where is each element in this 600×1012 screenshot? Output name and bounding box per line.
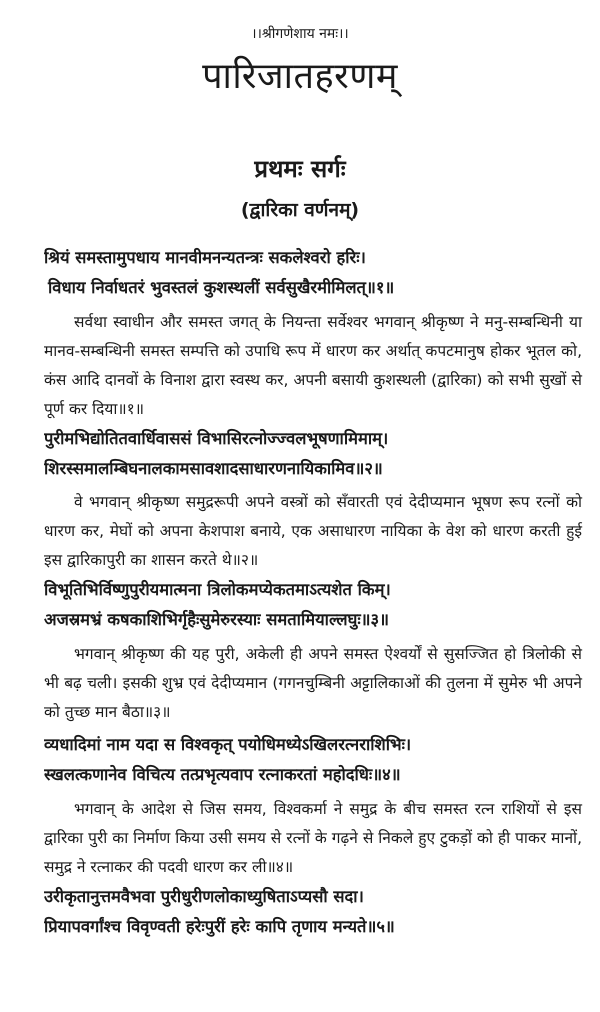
verse-line: व्यधादिमां नाम यदा स विश्वकृत् पयोधिमध्येऽखिलरत्नराशिभिः। xyxy=(44,735,412,754)
translation-3 xyxy=(44,640,582,727)
verse-line: श्रियं समस्तामुपधाय मानवीमनन्यतन्त्रः सकलेश्वरो हरिः। xyxy=(44,248,366,267)
translation-text: भगवान् श्रीकृष्ण की यह पुरी, अकेली ही अपने समस्त ऐश्वर्यों से सुसज्जित हो त्रिलोकी से भी बढ़ चली। इसकी शुभ्र एवं देदीप्यमान (गगनचुम्बिनी अट्टालिकाओं की तुलना में सुमेरु भी अपने को तुच्छ मान बैठा॥३॥ xyxy=(44,645,582,721)
translation-text: सर्वथा स्वाधीन और समस्त जगत् के नियन्ता सर्वेश्वर भगवान् श्रीकृष्ण ने मनु-सम्बन्धिनी या मानव-सम्बन्धिनी समस्त सम्पत्ति को उपाधि रूप में धारण कर अर्थात् कपटमानुष होकर भूतल को, कंस आदि दानवों के विनाश द्वारा स्वस्थ कर, अपनी बसायी कुशस्थली (द्वारिका) को सभी सुखों से पूर्ण कर दिया॥१॥ xyxy=(44,313,582,418)
verse-line: शिरस्समालम्बिघनालकामसावशादसाधारणनायिकामिव॥२॥ xyxy=(44,459,383,478)
verse-line: स्खलत्कणानेव विचित्य तत्प्रभृत्यवाप रत्नाकरतां महोदधिः॥४॥ xyxy=(44,765,401,784)
translation-2 xyxy=(44,488,582,575)
translation-1 xyxy=(44,308,582,424)
verse-line: अजस्रमभ्रं कषकाशिभिर्गृहैःसुमेरुरस्याः समतामियाल्लघुः॥३॥ xyxy=(44,610,390,629)
verse-line: उरीकृतानुत्तमवैभवा पुरीधुरीणलोकाध्युषिताऽप्यसौ सदा। xyxy=(44,887,364,906)
chapter-title: प्रथमः सर्गः xyxy=(254,155,346,183)
translation-text: भगवान् के आदेश से जिस समय, विश्वकर्मा ने समुद्र के बीच समस्त रत्न राशियों से इस द्वारिका पुरी का निर्माण किया उसी समय से रत्नों के गढ़ने से निकले हुए टुकड़ों को ही पाकर मानों, समुद्र ने रत्नाकर की पदवी धारण कर ली॥४॥ xyxy=(44,800,582,876)
verse-3 xyxy=(44,575,574,635)
page-title: पारिजातहरणम् xyxy=(202,56,398,97)
verse-5 xyxy=(44,882,574,942)
verse-line: पुरीमभिद्योतितवार्धिवाससं विभासिरत्नोज्ज्वलभूषणामिमाम्। xyxy=(44,429,389,448)
chapter-subtitle: (द्वारिका वर्णनम्) xyxy=(240,199,360,221)
verse-line: प्रियापवर्गांश्च विवृण्वती हरेःपुरीं हरेः कापि तृणाय मन्यते॥५॥ xyxy=(44,917,395,936)
verse-line: विधाय निर्वाधतरं भुवस्तलं कुशस्थलीं सर्वसुखैरमीमिलत्॥१॥ xyxy=(48,278,395,297)
verse-4 xyxy=(44,730,574,790)
verse-line: विभूतिभिर्विष्णुपुरीयमात्मना त्रिलोकमप्येकतमाऽत्यशेत किम्। xyxy=(44,580,391,599)
verse-1 xyxy=(44,243,574,303)
translation-4 xyxy=(44,795,582,882)
translation-text: वे भगवान् श्रीकृष्ण समुद्ररूपी अपने वस्त्रों को सँवारती एवं देदीप्यमान भूषण रूप रत्नों को धारण कर, मेघों को अपना केशपाश बनाये, एक असाधारण नायिका के वेश को धारण करती हुई इस द्वारिकापुरी का शासन करते थे॥२॥ xyxy=(44,493,582,569)
invocation-line: ।।श्रीगणेशाय नमः।। xyxy=(251,26,349,42)
verse-2 xyxy=(44,424,574,484)
